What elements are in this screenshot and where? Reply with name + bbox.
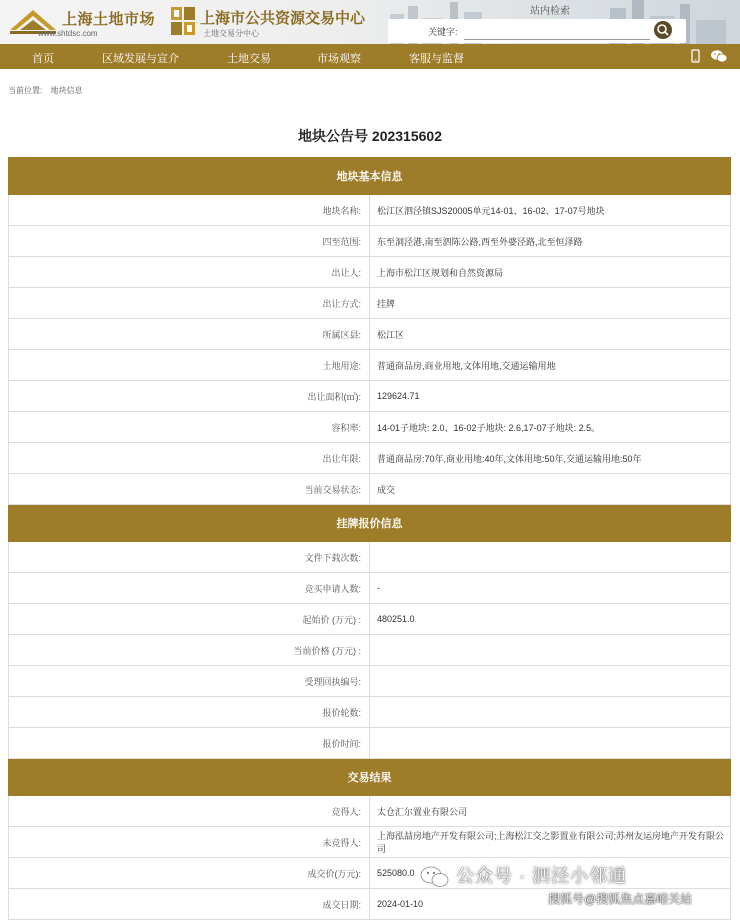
field-value: 普通商品房:70年,商业用地:40年,文体用地:50年,交通运输用地:50年 — [370, 443, 731, 474]
field-value: 上海泓喆房地产开发有限公司;上海松江交之影置业有限公司;苏州友运房地产开发有限公司 — [370, 827, 731, 858]
field-label: 报价时间: — [9, 728, 370, 759]
section-title: 挂牌报价信息 — [9, 505, 731, 542]
field-value — [370, 635, 731, 666]
table-row — [9, 728, 731, 759]
field-label: 成交日期: — [9, 889, 370, 920]
table-row — [9, 542, 731, 573]
watermark-line1: 公众号 · 泗泾小邻通 — [456, 866, 627, 886]
shanghai-land-market-logo[interactable] — [8, 4, 158, 40]
sohu-watermark: 搜狐号@搜狐焦点嘉峪关站 — [548, 892, 693, 906]
field-label: 所属区县: — [9, 319, 370, 350]
site-header — [0, 0, 740, 44]
logo2-title: 上海市公共资源交易中心 — [200, 10, 366, 27]
field-label: 土地用途: — [9, 350, 370, 381]
table-row — [9, 796, 731, 827]
resource-center-logo-icon — [170, 6, 196, 36]
nav-service-supervision[interactable]: 客服与监督 — [409, 53, 464, 65]
mobile-icon[interactable] — [688, 49, 702, 63]
table-row — [9, 827, 731, 858]
table-row — [9, 573, 731, 604]
field-label: 文件下载次数: — [9, 542, 370, 573]
breadcrumb — [8, 85, 82, 96]
field-value: 普通商品房,商业用地,文体用地,交通运输用地 — [370, 350, 731, 381]
field-label: 当前交易状态: — [9, 474, 370, 505]
field-value: 松江区 — [370, 319, 731, 350]
logo2-subtitle: 土地交易分中心 — [203, 29, 259, 38]
field-value: 成交 — [370, 474, 731, 505]
field-label: 起始价 (万元) : — [9, 604, 370, 635]
section-title: 交易结果 — [9, 759, 731, 796]
field-label: 竞买申请人数: — [9, 573, 370, 604]
field-value — [370, 697, 731, 728]
field-value: 太仓汇尔置业有限公司 — [370, 796, 731, 827]
table-row — [9, 350, 731, 381]
nav-land-transaction[interactable]: 土地交易 — [227, 53, 271, 65]
logo1-url: www.shtdsc.com — [38, 29, 98, 38]
breadcrumb-prefix: 当前位置: — [8, 86, 43, 95]
table-row — [9, 604, 731, 635]
field-label: 受理回执编号: — [9, 666, 370, 697]
table-row — [9, 443, 731, 474]
field-value: 松江区泗泾镇SJS20005单元14-01、16-02、17-07号地块 — [370, 195, 731, 226]
search-label: 关键字: — [428, 27, 458, 37]
field-label: 出让方式: — [9, 288, 370, 319]
table-row — [9, 195, 731, 226]
field-value: 挂牌 — [370, 288, 731, 319]
parcel-info-table — [8, 157, 731, 920]
wechat-icon[interactable] — [710, 49, 728, 63]
public-resource-center-logo[interactable] — [170, 4, 370, 40]
search-button[interactable] — [654, 21, 672, 39]
search-input[interactable] — [464, 23, 650, 40]
page-title: 地块公告号 202315602 — [298, 128, 442, 144]
search-icon — [654, 21, 672, 39]
field-value: 2024-01-10 — [370, 889, 731, 920]
table-row — [9, 697, 731, 728]
field-value: 东至洞泾港,南至泗陈公路,西至外婆泾路,北至恒泽路 — [370, 226, 731, 257]
field-value: 129624.71 — [370, 381, 731, 412]
table-row — [9, 288, 731, 319]
field-value: 上海市松江区规划和自然资源局 — [370, 257, 731, 288]
wechat-official-account-watermark — [420, 862, 627, 888]
table-row — [9, 319, 731, 350]
search-box — [388, 19, 686, 43]
table-row — [9, 257, 731, 288]
main-nav — [0, 44, 740, 69]
table-row — [9, 381, 731, 412]
table-row — [9, 666, 731, 697]
field-label: 出让人: — [9, 257, 370, 288]
field-label: 地块名称: — [9, 195, 370, 226]
field-label: 成交价(万元): — [9, 858, 370, 889]
field-value — [370, 728, 731, 759]
field-label: 报价轮数: — [9, 697, 370, 728]
field-label: 容积率: — [9, 412, 370, 443]
field-value: 525080.0 — [370, 858, 731, 889]
site-search-title: 站内检索 — [530, 6, 570, 17]
table-row — [9, 474, 731, 505]
field-label: 出让面积(㎡): — [9, 381, 370, 412]
nav-market-observation[interactable]: 市场观察 — [317, 53, 361, 65]
wechat-watermark-icon — [420, 866, 450, 888]
field-value: 14-01子地块: 2.0、16-02子地块: 2.6,17-07子地块: 2.5。 — [370, 412, 731, 443]
field-label: 四至范围: — [9, 226, 370, 257]
field-label: 竞得人: — [9, 796, 370, 827]
section-title: 地块基本信息 — [9, 158, 731, 195]
field-label: 出让年限: — [9, 443, 370, 474]
field-value: 480251.0 — [370, 604, 731, 635]
section-header — [9, 505, 731, 542]
section-header — [9, 158, 731, 195]
field-value — [370, 542, 731, 573]
field-label: 未竞得人: — [9, 827, 370, 858]
table-row — [9, 226, 731, 257]
field-value — [370, 666, 731, 697]
table-row — [9, 635, 731, 666]
nav-home[interactable]: 首页 — [32, 53, 54, 65]
section-header — [9, 759, 731, 796]
logo1-title: 上海土地市场 — [62, 11, 156, 28]
field-value: - — [370, 573, 731, 604]
nav-regional-development[interactable]: 区域发展与宣介 — [102, 53, 179, 65]
table-row — [9, 412, 731, 443]
field-label: 当前价格 (万元) : — [9, 635, 370, 666]
breadcrumb-current[interactable]: 地块信息 — [50, 86, 83, 95]
